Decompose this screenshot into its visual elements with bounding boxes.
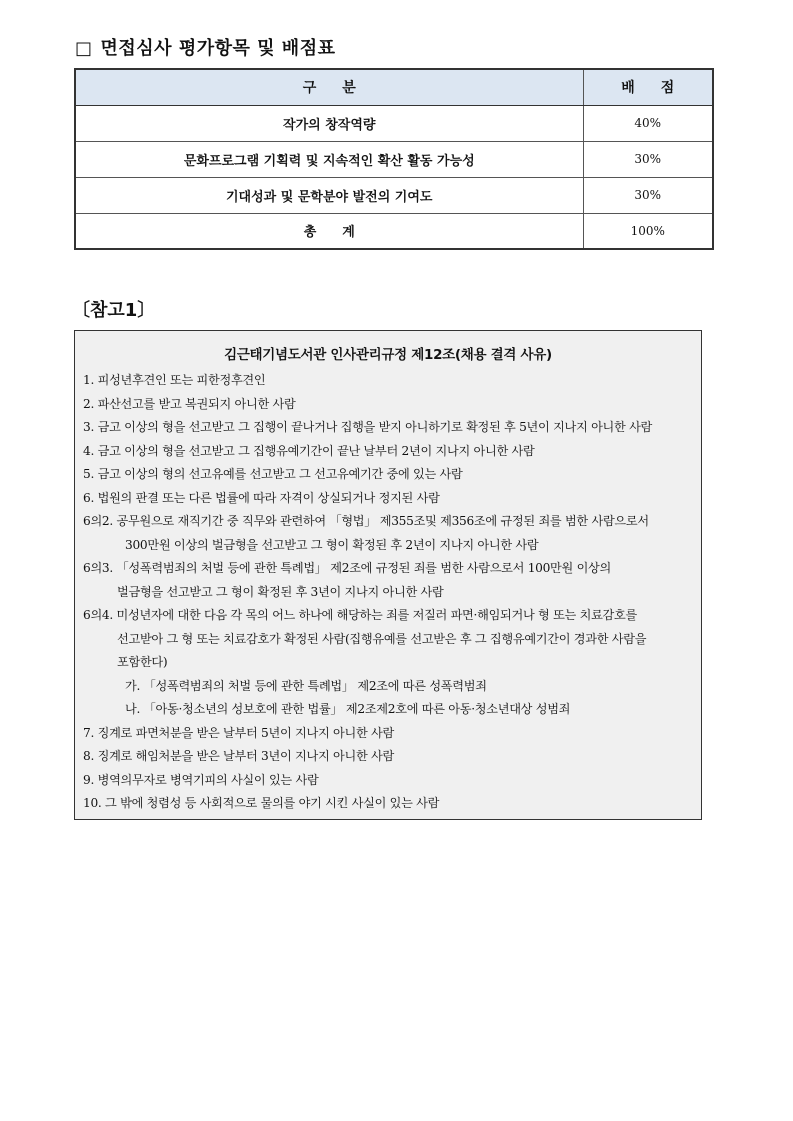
row-total-score: 100%	[583, 213, 713, 249]
list-item: 9. 병역의무자로 병역기피의 사실이 있는 사람	[83, 772, 319, 787]
list-item: 5. 금고 이상의 형의 선고유예를 선고받고 그 선고유예기간 중에 있는 사람	[83, 467, 463, 481]
section-heading	[75, 34, 335, 60]
list-item: 1. 피성년후견인 또는 피한정후견인	[83, 373, 266, 387]
row-item: 기대성과 및 문학분야 발전의 기여도	[75, 177, 583, 213]
list-item: 10. 그 밖에 청렴성 등 사회적으로 물의를 야기 시킨 사실이 있는 사람	[83, 796, 440, 810]
list-item-continuation: 포함한다)	[117, 655, 168, 669]
row-item: 문화프로그램 기획력 및 지속적인 확산 활동 가능성	[75, 141, 583, 177]
list-item: 2. 파산선고를 받고 복권되지 아니한 사람	[83, 396, 296, 411]
reference-title: 김근태기념도서관 인사관리규정 제12조(채용 결격 사유)	[224, 347, 552, 363]
list-item: 7. 징계로 파면처분을 받은 날부터 5년이 지나지 아니한 사람	[83, 725, 394, 740]
table-row	[75, 141, 713, 177]
list-item: 8. 징계로 해임처분을 받은 날부터 3년이 지나지 아니한 사람	[83, 749, 394, 763]
list-item: 6의2. 공무원으로 재직기간 중 직무와 관련하여 「형법」 제355조및 제356조에 규정된 죄를 범한 사람으로서	[83, 514, 649, 528]
list-item: 6의4. 미성년자에 대한 다음 각 목의 어느 하나에 해당하는 죄를 저질러 파면·해임되거나 형 또는 치료감호를	[83, 608, 637, 622]
list-item: 6. 법원의 판결 또는 다른 법률에 따라 자격이 상실되거나 정지된 사람	[83, 490, 440, 505]
list-item: 4. 금고 이상의 형을 선고받고 그 집행유예기간이 끝난 날부터 2년이 지나지 아니한 사람	[83, 443, 535, 458]
header-category: 구분	[75, 69, 583, 105]
row-item: 작가의 창작역량	[75, 105, 583, 141]
table-row	[75, 105, 713, 141]
table-row-total	[75, 213, 713, 249]
score-table	[74, 68, 714, 250]
list-item-continuation: 300만원 이상의 벌금형을 선고받고 그 형이 확정된 후 2년이 지나지 아니한 사람	[125, 537, 539, 552]
checkbox-symbol: □	[75, 38, 93, 59]
row-total-label: 총계	[75, 213, 583, 249]
section-title: 면접심사 평가항목 및 배점표	[100, 38, 336, 59]
sub-list-item: 가. 「성폭력범죄의 처벌 등에 관한 특례법」 제2조에 따른 성폭력범죄	[125, 678, 487, 693]
list-item-continuation: 벌금형을 선고받고 그 형이 확정된 후 3년이 지나지 아니한 사람	[117, 584, 444, 599]
list-item-continuation: 선고받아 그 형 또는 치료감호가 확정된 사람(집행유예를 선고받은 후 그 집행유예기간이 경과한 사람을	[117, 631, 647, 646]
table-header-row	[75, 69, 713, 105]
row-score: 30%	[583, 141, 713, 177]
list-item: 6의3. 「성폭력범죄의 처벌 등에 관한 특례법」 제2조에 규정된 죄를 범한 사람으로서 100만원 이상의	[83, 561, 611, 575]
header-score: 배점	[583, 69, 713, 105]
reference-box	[74, 330, 702, 820]
row-score: 40%	[583, 105, 713, 141]
list-item: 3. 금고 이상의 형을 선고받고 그 집행이 끝나거나 집행을 받지 아니하기로 확정된 후 5년이 지나지 아니한 사람	[83, 420, 653, 434]
sub-list-item: 나. 「아동·청소년의 성보호에 관한 법률」 제2조제2호에 따른 아동·청소년대상 성범죄	[125, 702, 571, 716]
table-row	[75, 177, 713, 213]
reference-label: 〔참고1〕	[72, 300, 156, 321]
row-score: 30%	[583, 177, 713, 213]
